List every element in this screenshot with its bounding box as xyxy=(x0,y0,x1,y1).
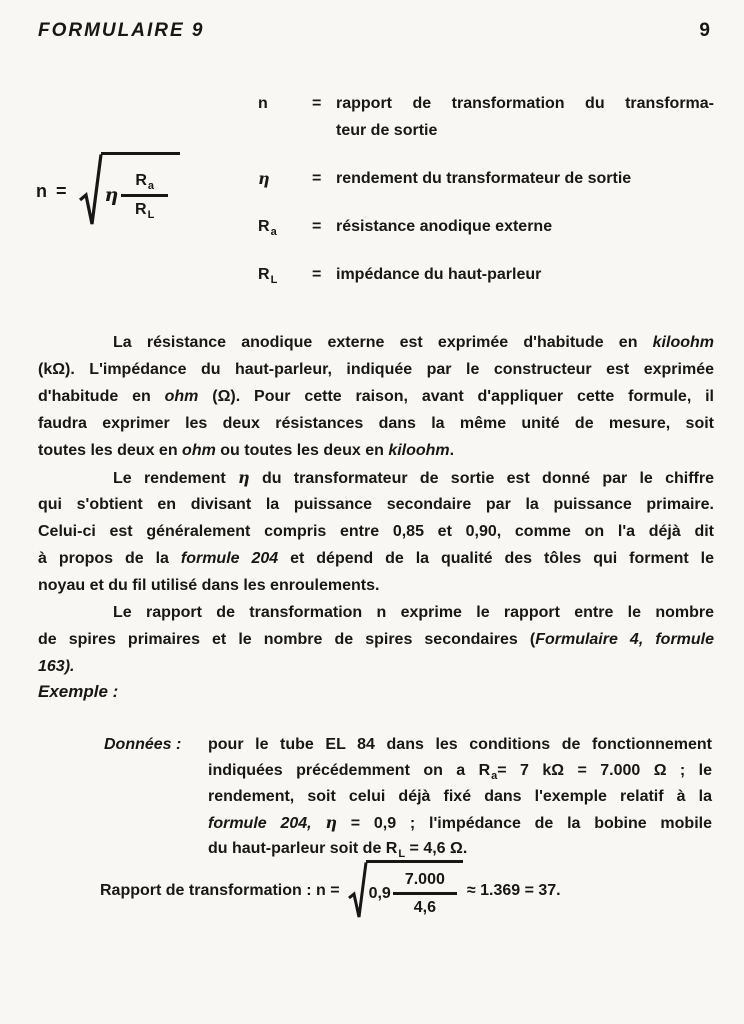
text-line: Le rendement η du transformateur de sortie est donné par le chiffre xyxy=(113,468,715,487)
text-line: noyau et du fil utilisé dans les enroulements. xyxy=(38,577,380,594)
text-line: indiquées précédemment on a $R_a= 7$ kΩ = 7.000 Ω ; le xyxy=(208,762,713,782)
text-line: La résistance anodique externe est exprimée d'habitude en kiloohm xyxy=(113,334,714,351)
symbol-ra: $R_a$ xyxy=(258,218,277,238)
text-line: qui s'obtient en divisant la puissance secondaire par la puissance primaire. xyxy=(38,496,714,513)
fraction-numerator: 7.000 xyxy=(393,871,457,895)
text-line: formule 204, η = 0,9 ; l'impédance de la bobine mobile xyxy=(208,813,712,832)
text-line: du haut-parleur soit de $R_L = 4,6$ Ω. xyxy=(208,840,468,860)
paragraph-3 xyxy=(38,599,714,680)
result-label: Rapport de transformation : n = xyxy=(100,882,340,899)
fraction-denominator: $R_L$ xyxy=(135,200,155,221)
equals-sign: = xyxy=(312,266,322,283)
square-root xyxy=(348,860,463,922)
text-line: d'habitude en ohm (Ω). Pour cette raison, avant d'appliquer cette formule, il xyxy=(38,388,714,405)
definition-text-line: rapport de transformation du transforma- xyxy=(336,95,714,112)
definition-text-line: impédance du haut-parleur xyxy=(336,266,542,283)
text-line: Le rapport de transformation n exprime le rapport entre le nombre xyxy=(113,604,714,621)
equals-sign: = xyxy=(312,95,322,112)
text-line: faudra exprimer les deux résistances dans la même unité de mesure, soit xyxy=(38,415,714,432)
equals-sign: = xyxy=(312,170,322,187)
main-formula xyxy=(36,152,180,230)
result-formula xyxy=(100,860,561,922)
text-line: à propos de la formule 204 et dépend de la qualité des tôles qui forment le xyxy=(38,550,715,567)
result-value: ≈ 1.369 = 37. xyxy=(466,882,561,899)
text-line: (kΩ). L'impédance du haut-parleur, indiquée par le constructeur est exprimée xyxy=(38,361,714,378)
definition-text-line: rendement du transformateur de sortie xyxy=(336,170,632,187)
symbol-definitions xyxy=(258,90,714,288)
text-line: toutes les deux en ohm ou toutes les deux en kiloohm. xyxy=(38,442,455,459)
definition-text-line: teur de sortie xyxy=(336,122,438,139)
square-root xyxy=(79,152,181,230)
radicand xyxy=(366,860,463,922)
fraction xyxy=(121,172,168,219)
paragraph-1 xyxy=(38,329,714,464)
paragraph-2 xyxy=(38,464,714,599)
text-line: de spires primaires et le nombre de spires secondaires (Formulaire 4, formule xyxy=(38,631,715,648)
body-text xyxy=(38,329,714,680)
data-label: Données : xyxy=(104,736,182,753)
efficiency-value: 0,9 xyxy=(368,885,391,902)
definition-row-n xyxy=(258,90,714,144)
symbol-n: n xyxy=(258,95,268,112)
definition-row-eta xyxy=(258,165,714,192)
efficiency-symbol: η xyxy=(104,184,119,206)
radical-sign-icon xyxy=(79,152,103,230)
text-line: pour le tube EL 84 dans les conditions de fonctionnement xyxy=(208,736,712,753)
text-line: 163). xyxy=(38,658,75,675)
radical-sign-icon xyxy=(348,860,368,922)
example-data-block xyxy=(104,732,712,862)
definition-row-ra xyxy=(258,213,714,240)
text-line: Celui-ci est généralement compris entre 0,85 et 0,90, comme on l'a déjà dit xyxy=(38,523,714,540)
fraction-numerator: $R_a$ xyxy=(121,172,168,197)
page-title: FORMULAIRE 9 xyxy=(38,20,205,41)
text-line: rendement, soit celui déjà fixé dans l'exemple relatif à la xyxy=(208,788,712,805)
definition-text-line: résistance anodique externe xyxy=(336,218,553,235)
page-number: 9 xyxy=(699,20,710,41)
equals-sign: = xyxy=(312,218,322,235)
fraction xyxy=(393,871,457,917)
symbol-rl: $R_L$ xyxy=(258,266,278,286)
radicand xyxy=(101,152,181,230)
symbol-eta: η xyxy=(258,169,270,188)
fraction-denominator: 4,6 xyxy=(413,899,436,916)
formula-lhs: n = xyxy=(36,180,69,201)
definition-row-rl xyxy=(258,261,714,288)
example-heading: Exemple : xyxy=(38,682,119,701)
